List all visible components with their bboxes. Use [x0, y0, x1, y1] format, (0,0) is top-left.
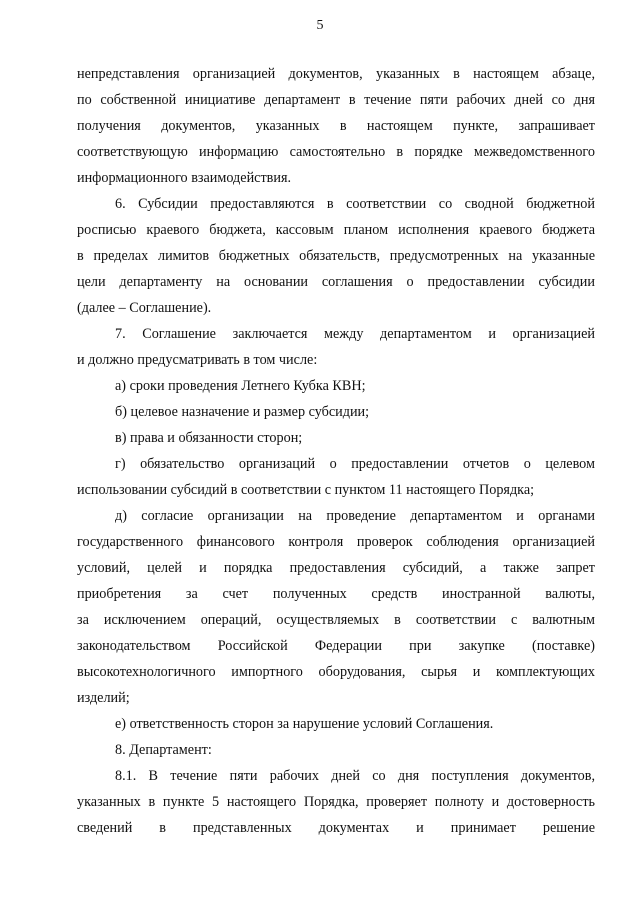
paragraph-8-heading: 8. Департамент:	[115, 742, 212, 758]
text-line: законодательством Российской Федерации при закупке (поставке)	[77, 638, 595, 654]
page-number: 5	[316, 18, 324, 33]
list-item-b: б) целевое назначение и размер субсидии;	[115, 404, 370, 420]
text-line: соответствующую информацию самостоятельно в порядке межведомственного	[77, 144, 595, 160]
text-line: получения документов, указанных в настоящем пункте, запрашивает	[77, 118, 595, 134]
body-text	[77, 61, 595, 841]
text-line: высокотехнологичного импортного оборудования, сырья и комплектующих	[77, 664, 595, 680]
text-line: и должно предусматривать в том числе:	[77, 352, 318, 368]
text-line: условий, целей и порядка предоставления субсидий, а также запрет	[77, 560, 595, 576]
paragraph-7-start: 7. Соглашение заключается между департаментом и организацией	[115, 326, 595, 342]
text-line: росписью краевого бюджета, кассовым планом исполнения краевого бюджета	[77, 222, 595, 238]
text-line: приобретения за счет полученных средств иностранной валюты,	[77, 586, 595, 602]
text-line: за исключением операций, осуществляемых в соответствии с валютным	[77, 612, 595, 628]
text-line: изделий;	[77, 690, 130, 706]
text-line: по собственной инициативе департамент в течение пяти рабочих дней со дня	[77, 92, 595, 108]
list-item-d: д) согласие организации на проведение департаментом и органами	[115, 508, 595, 524]
text-line: указанных в пункте 5 настоящего Порядка, проверяет полноту и достоверность	[77, 794, 595, 810]
list-item-v: в) права и обязанности сторон;	[115, 430, 303, 446]
text-line: цели департаменту на основании соглашения о предоставлении субсидии	[77, 274, 595, 290]
list-item-e: е) ответственность сторон за нарушение условий Соглашения.	[115, 716, 494, 732]
text-line: в пределах лимитов бюджетных обязательств, предусмотренных на указанные	[77, 248, 595, 264]
text-line: сведений в представленных документах и принимает решение	[77, 820, 595, 836]
list-item-g: г) обязательство организаций о предоставлении отчетов о целевом	[115, 456, 595, 472]
text-line: информационного взаимодействия.	[77, 170, 292, 186]
text-line: использовании субсидий в соответствии с пунктом 11 настоящего Порядка;	[77, 482, 535, 498]
text-line: непредставления организацией документов, указанных в настоящем абзаце,	[77, 66, 595, 82]
text-line: (далее – Соглашение).	[77, 300, 212, 316]
text-line: государственного финансового контроля проверок соблюдения организацией	[77, 534, 595, 550]
paragraph-6-start: 6. Субсидии предоставляются в соответствии со сводной бюджетной	[115, 196, 595, 212]
paragraph-8-1-start: 8.1. В течение пяти рабочих дней со дня поступления документов,	[115, 768, 595, 784]
list-item-a: а) сроки проведения Летнего Кубка КВН;	[115, 378, 366, 394]
